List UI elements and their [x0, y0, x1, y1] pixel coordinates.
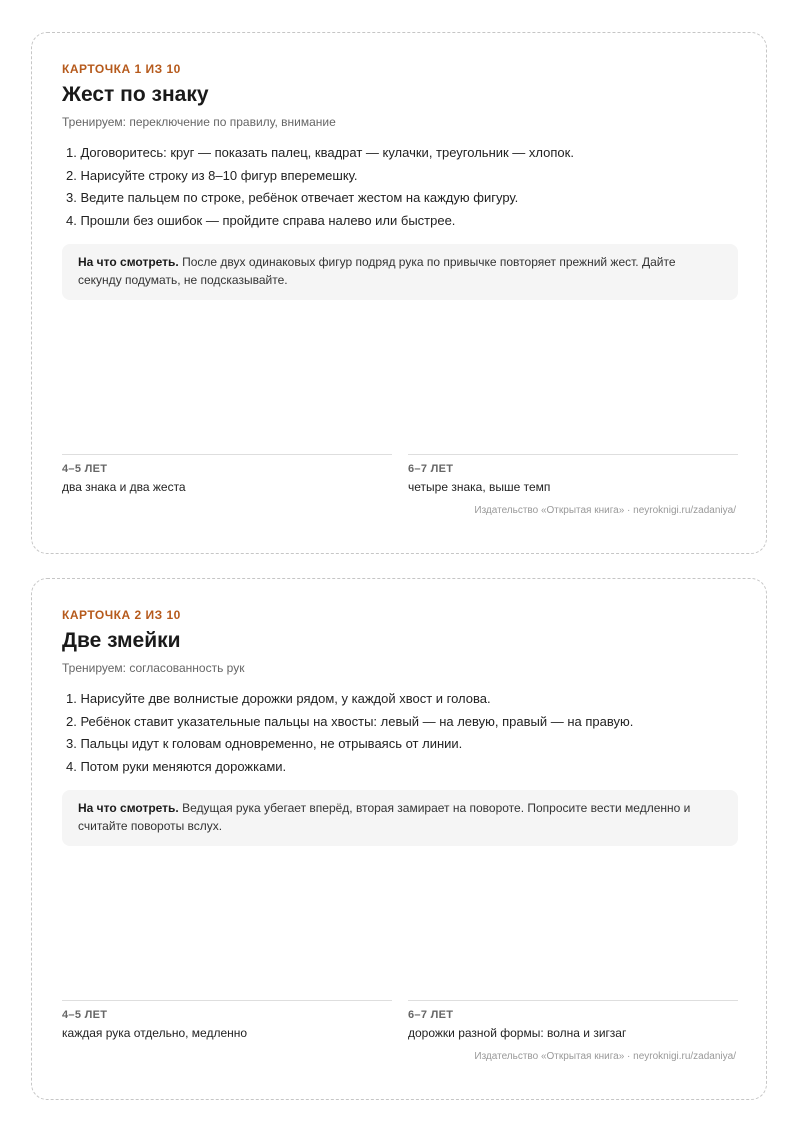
age-label: 6–7 ЛЕТ	[408, 1009, 454, 1021]
activity-card-1	[31, 32, 767, 554]
card-title: Две змейки	[62, 629, 181, 652]
tip-note	[62, 244, 738, 300]
tip-note	[62, 790, 738, 846]
steps-list	[62, 142, 574, 232]
tip-text: После двух одинаковых фигур подряд рука по привычке повторяет прежний жест. Дайте секунду подумать, не подсказывайте.	[78, 255, 676, 287]
card-subtitle: Тренируем: переключение по правилу, внимание	[62, 115, 336, 129]
step-item: 3. Ведите пальцем по строке, ребёнок отвечает жестом на каждую фигуру.	[66, 190, 519, 205]
step-item: 2. Ребёнок ставит указательные пальцы на хвосты: левый — на левую, правый — на правую.	[66, 713, 634, 729]
steps-list	[62, 688, 633, 778]
step-item: 1. Нарисуйте две волнистые дорожки рядом, у каждой хвост и голова.	[66, 691, 491, 706]
card-title: Жест по знаку	[62, 83, 209, 106]
step-item: 4. Прошли без ошибок — пройдите справа налево или быстрее.	[66, 212, 456, 228]
step-item: 2. Нарисуйте строку из 8–10 фигур вперемешку.	[66, 167, 358, 183]
age-text: два знака и два жеста	[62, 480, 186, 494]
step-item: 4. Потом руки меняются дорожками.	[66, 758, 287, 774]
age-text: дорожки разной формы: волна и зигзаг	[408, 1026, 627, 1040]
age-block-older	[408, 454, 738, 494]
step-item: 1. Договоритесь: круг — показать палец, квадрат — кулачки, треугольник — хлопок.	[66, 145, 574, 160]
tip-label: На что смотреть.	[78, 801, 179, 815]
age-label: 6–7 ЛЕТ	[408, 463, 454, 475]
age-block-older	[408, 1000, 738, 1040]
tip-label: На что смотреть.	[78, 255, 179, 269]
card-number: КАРТОЧКА 1 ИЗ 10	[62, 62, 181, 76]
publisher-footer: Издательство «Открытая книга» · neyroknigi.ru/zadaniya/	[474, 1051, 736, 1062]
step-item: 3. Пальцы идут к головам одновременно, не отрываясь от линии.	[66, 736, 463, 751]
publisher-footer: Издательство «Открытая книга» · neyroknigi.ru/zadaniya/	[474, 505, 736, 516]
card-subtitle: Тренируем: согласованность рук	[62, 661, 245, 675]
age-block-younger	[62, 1000, 392, 1040]
age-label: 4–5 ЛЕТ	[62, 463, 108, 475]
card-number: КАРТОЧКА 2 ИЗ 10	[62, 608, 181, 622]
age-text: четыре знака, выше темп	[408, 480, 551, 494]
activity-card-2	[31, 578, 767, 1100]
age-text: каждая рука отдельно, медленно	[62, 1026, 248, 1040]
age-block-younger	[62, 454, 392, 494]
age-label: 4–5 ЛЕТ	[62, 1009, 108, 1021]
tip-text: Ведущая рука убегает вперёд, вторая замирает на повороте. Попросите вести медленно и считайте повороты вслух.	[78, 801, 691, 833]
